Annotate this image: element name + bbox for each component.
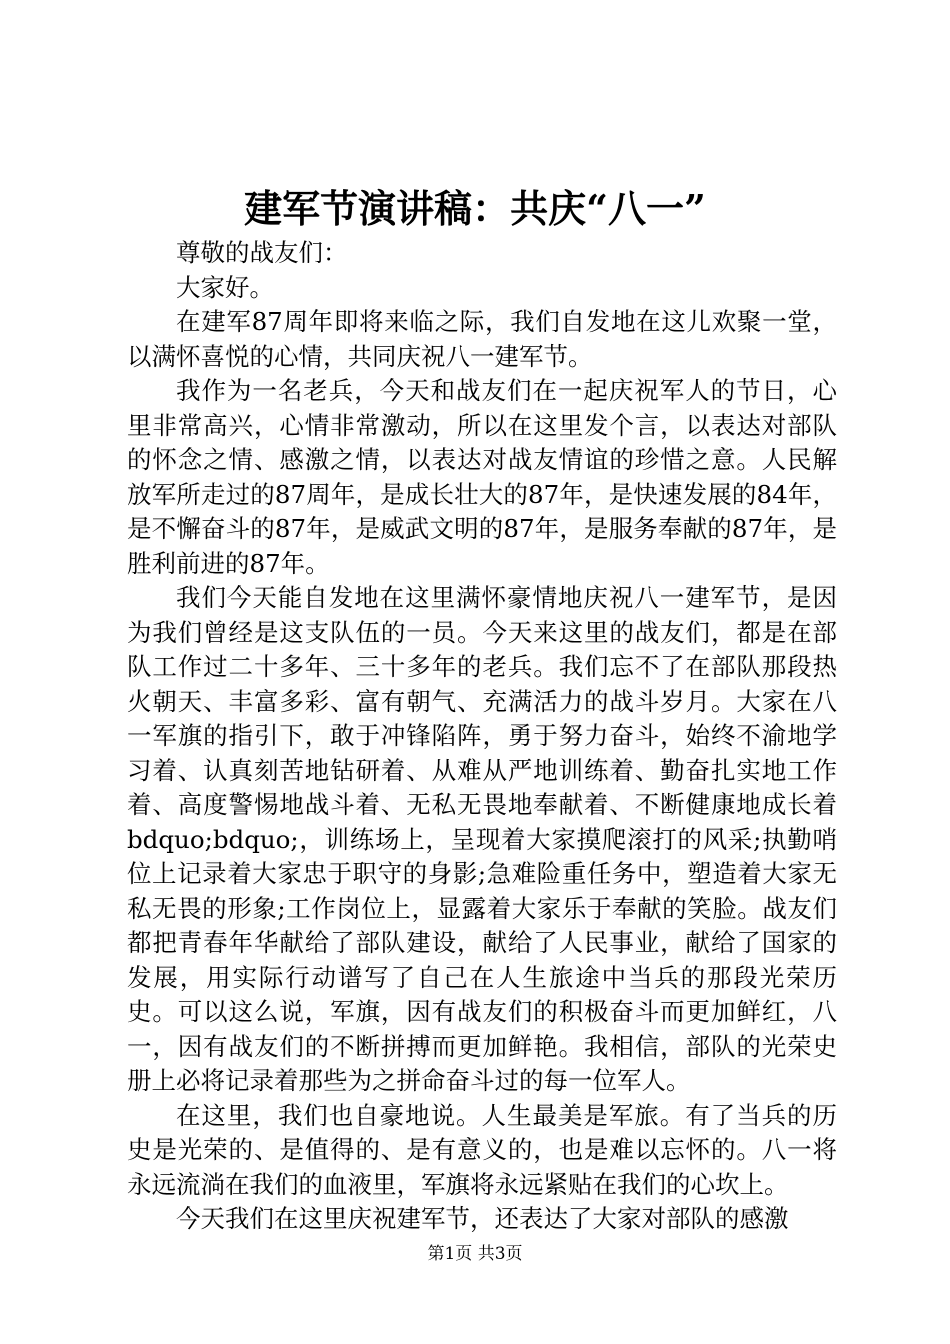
paragraph-salutation: 尊敬的战友们： [176,238,348,267]
paragraph: 在建军87周年即将来临之际，我们自发地在这儿欢聚一堂，以满怀喜悦的心情，共同庆祝八一建军节。 [127,307,837,371]
paragraph-greeting: 大家好。 [176,272,274,302]
paragraph: 今天我们在这里庆祝建军节，还表达了大家对部队的感激 [176,1204,789,1233]
paragraph: 我们今天能自发地在这里满怀豪情地庆祝八一建军节，是因为我们曾经是这支队伍的一员。今天来这里的战友们，都是在部队工作过二十多年、三十多年的老兵。我们忘不了在部队那段热火朝天、丰富多彩、富有朝气、充满活力的战斗岁月。大家在八一军旗的指引下，敢于冲锋陷阵，勇于努力奋斗，始终不渝地学习着、认真刻苦地钻研着、从难从严地训练着、勤奋扎实地工作着、高度警惕地战斗着、无私无畏地奉献着、不断健康地成长着bdquo;bdquo;，训练场上，呈现着大家摸爬滚打的风采;执勤哨位上记录着大家忠于职守的身影;急难险重任务中，塑造着大家无私无畏的形象;工作岗位上，显露着大家乐于奉献的笑脸。战友们都把青春年华献给了部队建设，献给了人民事业，献给了国家的发展，用实际行动谱写了自己在人生旅途中当兵的那段光荣历史。可以这么说，军旗，因有战友们的积极奋斗而更加鲜红，八一，因有战友们的不断拼搏而更加鲜艳。我相信，部队的光荣史册上必将记录着那些为之拼命奋斗过的每一位军人。 [127,583,837,1095]
paragraph: 我作为一名老兵，今天和战友们在一起庆祝军人的节日，心里非常高兴，心情非常激动，所以在这里发个言，以表达对部队的怀念之情、感激之情，以表达对战友情谊的珍惜之意。人民解放军所走过的87周年，是成长壮大的87年，是快速发展的84年，是不懈奋斗的87年，是威武文明的87年，是服务奉献的87年，是胜利前进的87年。 [127,376,837,578]
paragraph: 在这里，我们也自豪地说。人生最美是军旅。有了当兵的历史是光荣的、是值得的、是有意义的，也是难以忘怀的。八一将永远流淌在我们的血液里，军旗将永远紧贴在我们的心坎上。 [127,1100,837,1199]
document-body [127,236,837,1237]
page-footer: 第1页 共3页 [427,1244,523,1264]
document-title: 建军节演讲稿：共庆“八一” [244,186,706,231]
